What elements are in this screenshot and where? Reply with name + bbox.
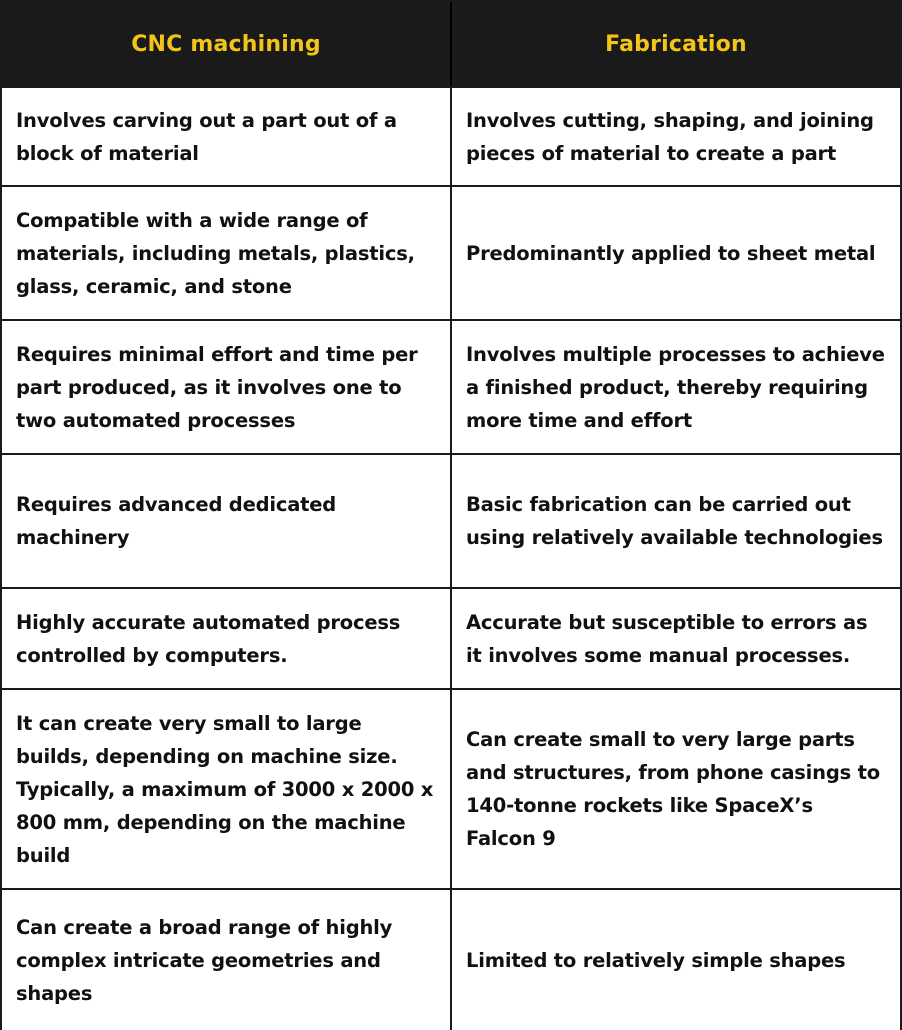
fabrication-cell: Accurate but susceptible to errors as it involves some manual processes.: [466, 610, 868, 667]
fabrication-cell: Involves multiple processes to achieve a finished product, thereby requiring more time and effort: [466, 342, 885, 432]
cnc-cell: Requires advanced dedicated machinery: [2, 455, 452, 587]
cnc-cell: Compatible with a wide range of materials, including metals, plastics, glass, ceramic, and stone: [2, 187, 452, 319]
cnc-cell: Requires minimal effort and time per part produced, as it involves one to two automated processes: [2, 321, 452, 453]
table-row: [2, 88, 900, 187]
fabrication-cell: Limited to relatively simple shapes: [466, 948, 846, 972]
fabrication-cell: Basic fabrication can be carried out using relatively available technologies: [466, 493, 883, 549]
table-row: [2, 187, 900, 321]
cnc-cell: It can create very small to large builds, depending on machine size. Typically, a maximum of 3000 x 2000 x 800 mm, depending on the machine build: [2, 690, 452, 888]
table-row: [2, 890, 900, 1030]
fabrication-cell: Can create small to very large parts and structures, from phone casings to 140-tonne rockets like SpaceX’s Falcon 9: [466, 728, 880, 850]
header-fabrication: Fabrication: [605, 31, 747, 57]
table-row: [2, 690, 900, 890]
fabrication-cell: Involves cutting, shaping, and joining pieces of material to create a part: [466, 108, 874, 165]
table-header-row: [2, 2, 900, 88]
cnc-cell: Highly accurate automated process controlled by computers.: [2, 589, 452, 688]
fabrication-cell: Predominantly applied to sheet metal: [466, 241, 876, 265]
header-cnc-machining: CNC machining: [2, 2, 452, 86]
cnc-cell: Involves carving out a part out of a block of material: [2, 88, 452, 185]
cnc-cell: Can create a broad range of highly complex intricate geometries and shapes: [2, 890, 452, 1030]
table-row: [2, 455, 900, 589]
table-row: [2, 321, 900, 455]
table-row: [2, 589, 900, 690]
